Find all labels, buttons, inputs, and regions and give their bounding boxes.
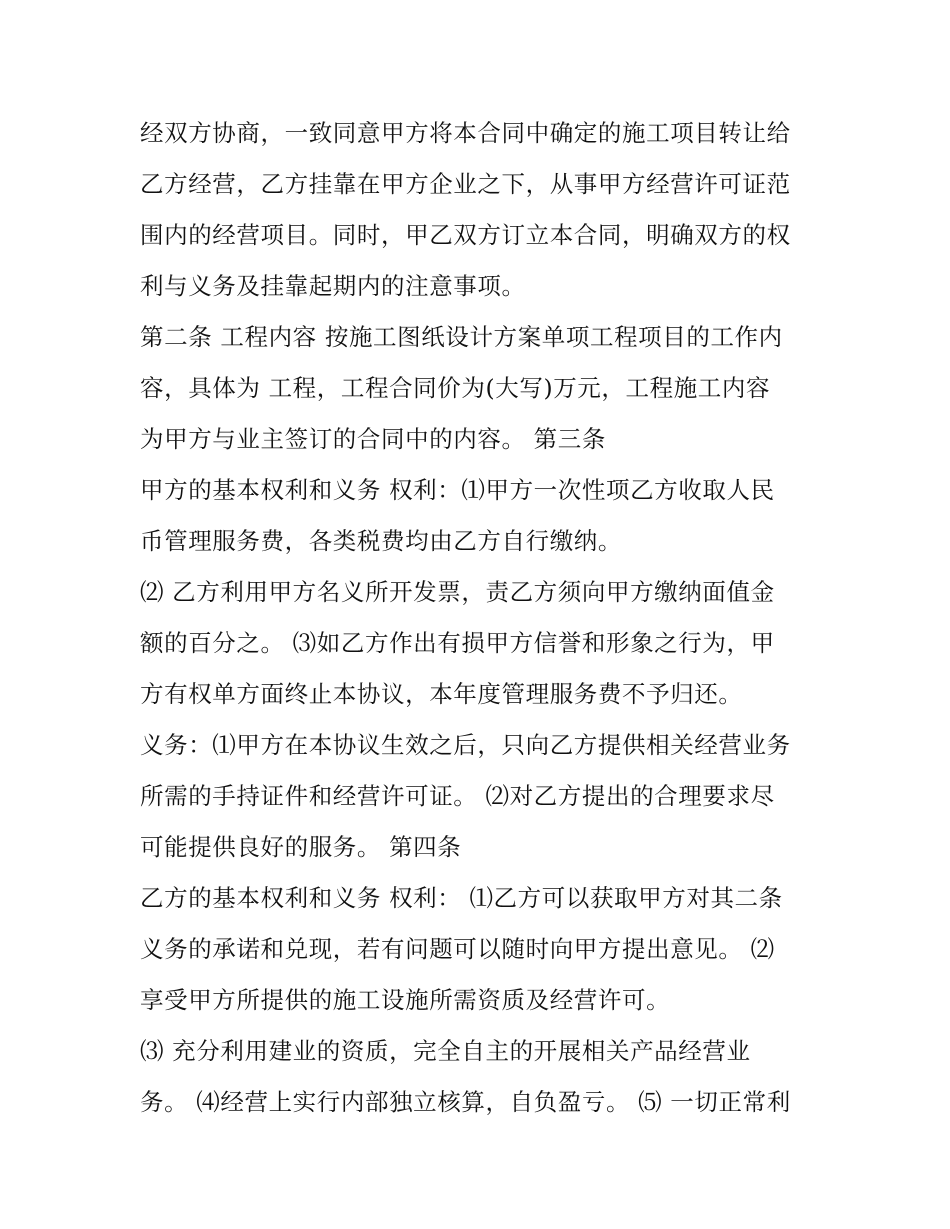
text-line: 享受甲方所提供的施工设施所需资质及经营许可。 — [140, 986, 671, 1014]
text-line: 经双方协商，一致同意甲方将本合同中确定的施工项目转让给 — [140, 119, 791, 147]
text-line: ⑶ 充分利用建业的资质，完全自主的开展相关产品经营业 — [140, 1037, 751, 1065]
text-line: 容，具体为 工程，工程合同价为(大写)万元，工程施工内容 — [140, 374, 771, 402]
text-line: 乙方经营，乙方挂靠在甲方企业之下，从事甲方经营许可证范 — [140, 170, 791, 198]
text-line: 可能提供良好的服务。 第四条 — [140, 833, 462, 861]
text-line: 乙方的基本权利和义务 权利： ⑴乙方可以获取甲方对其二条 — [140, 884, 783, 912]
text-line: 方有权单方面终止本协议，本年度管理服务费不予归还。 — [140, 680, 743, 708]
text-line: 甲方的基本权利和义务 权利：⑴甲方一次性项乙方收取人民 — [140, 476, 775, 504]
text-line: 第二条 工程内容 按施工图纸设计方案单项工程项目的工作内 — [140, 323, 783, 351]
text-line: 额的百分之。 ⑶如乙方作出有损甲方信誉和形象之行为，甲 — [140, 629, 775, 657]
text-line: 围内的经营项目。同时，甲乙双方订立本合同，明确双方的权 — [140, 221, 791, 249]
text-line: 义务：⑴甲方在本协议生效之后，只向乙方提供相关经营业务 — [140, 731, 791, 759]
text-line: 币管理服务费，各类税费均由乙方自行缴纳。 — [140, 527, 622, 555]
text-line: 义务的承诺和兑现，若有问题可以随时向甲方提出意见。 ⑵ — [140, 935, 775, 963]
contract-text — [140, 108, 830, 1128]
text-line: ⑵ 乙方利用甲方名义所开发票，责乙方须向甲方缴纳面值金 — [140, 578, 775, 606]
text-line: 利与义务及挂靠起期内的注意事项。 — [140, 272, 526, 300]
text-line: 所需的手持证件和经营许可证。 ⑵对乙方提出的合理要求尽 — [140, 782, 775, 810]
text-line: 务。 ⑷经营上实行内部独立核算，自负盈亏。 ⑸ 一切正常利 — [140, 1088, 791, 1116]
text-line: 为甲方与业主签订的合同中的内容。 第三条 — [140, 425, 606, 453]
